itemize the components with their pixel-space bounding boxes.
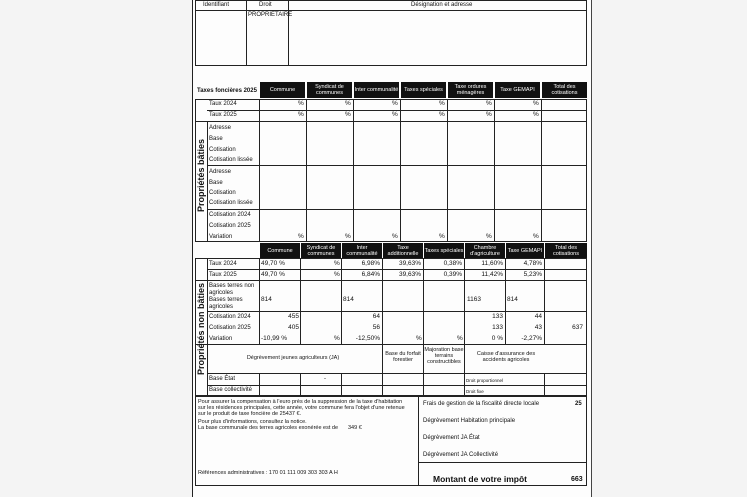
fnb-cot2025-agri: 133 — [492, 324, 503, 331]
fb-col-gemapi: Taxe GEMAPI — [495, 82, 540, 98]
pct: % — [392, 111, 398, 118]
fnb-taux2024-inter: 6,98% — [361, 260, 380, 267]
fnb-taux2025-commune: 49,70 % — [261, 271, 285, 278]
base-etat-label: Base État — [209, 376, 236, 382]
divider — [195, 10, 587, 11]
base-collectivite-label: Base collectivité — [209, 387, 253, 393]
majoration-label: Majoration base terrains constructibles — [424, 347, 464, 365]
fnb-taux2025-inter: 6,84% — [361, 271, 380, 278]
compensation-amount: 25437 €. — [279, 411, 302, 417]
montant-label: Montant de votre impôt — [433, 474, 527, 484]
fnb-taux2024-gemapi: 4,78% — [523, 260, 542, 267]
droit-header: Droit — [259, 2, 272, 8]
fb-cotisation-label: Cotisation — [209, 147, 236, 153]
base-forfait-label: Base du forfait forestier — [385, 351, 421, 363]
fnb-bases-commune: 814 — [261, 296, 272, 303]
fb-col-syndicat: Syndicat de communes — [307, 82, 352, 98]
frais-label: Frais de gestion de la fiscalité directe locale — [423, 401, 540, 407]
fnb-taux2025-spe: 0,39% — [443, 271, 462, 278]
fb-side-label: Propriétés bâties — [196, 138, 206, 212]
deg-ja-coll-label: Dégrèvement JA Collectivité — [423, 452, 499, 458]
pct: % — [439, 100, 445, 107]
fnb-col-inter: Inter communalité — [342, 243, 382, 258]
fnb-taux2024-agri: 11,60% — [481, 260, 503, 267]
pct: % — [416, 335, 422, 342]
pct: % — [533, 100, 539, 107]
fb-title: Taxes foncières 2025 — [197, 88, 257, 94]
fnb-col-total: Total des cotisations — [545, 243, 587, 258]
pct: % — [486, 111, 492, 118]
fnb-taux2025-agri: 11,42% — [481, 271, 503, 278]
fb-taux2025-label: Taux 2025 — [209, 112, 237, 118]
pct: % — [345, 111, 351, 118]
pct: % — [298, 111, 304, 118]
pct: % — [392, 233, 398, 240]
fnb-bases-label: Bases terres non agricoles — [209, 283, 255, 296]
fnb-variation-label: Variation — [209, 336, 233, 342]
pct: % — [345, 233, 351, 240]
fnb-cot2025-total: 637 — [572, 324, 583, 331]
fnb-col-add: Taxe additionnelle — [383, 243, 423, 258]
fnb-variation-gemapi: -2,27% — [521, 335, 542, 342]
pct: % — [457, 335, 463, 342]
fnb-variation-agri: 0 % — [491, 335, 503, 342]
pct: % — [486, 233, 492, 240]
designation-header: Désignation et adresse — [411, 2, 473, 8]
pct: % — [533, 233, 539, 240]
fnb-col-agri: Chambre d'agriculture — [465, 243, 505, 258]
tax-notice-sheet — [192, 0, 592, 497]
fnb-taux2025-add: 39,63% — [398, 271, 421, 278]
fb-base-label: Base — [209, 180, 223, 186]
fnb-taux2025-gemapi: 5,23% — [523, 271, 542, 278]
caisse-label: Caisse d'assurance des accidents agricoles — [476, 351, 536, 363]
fnb-side-label: Propriétés non bâties — [196, 282, 206, 375]
identifiant-header: Identifiant — [203, 2, 230, 8]
fnb-col-spe: Taxes spéciales — [424, 243, 464, 258]
fb-col-inter: Inter communalité — [354, 82, 399, 98]
fnb-taux2024-label: Taux 2024 — [209, 261, 237, 267]
base-text: La base communale des terres agricoles exonérée est de — [198, 425, 339, 431]
fb-adresse-label: Adresse — [209, 169, 232, 175]
fnb-bases-agri-label: Bases terres agricoles — [209, 297, 243, 310]
fb-cotisation-lissee-label: Cotisation lissée — [209, 200, 253, 206]
fnb-variation-commune: -10,99 % — [261, 335, 288, 342]
pct: % — [439, 111, 445, 118]
fb-cot2025-label: Cotisation 2025 — [209, 223, 251, 229]
pct: % — [334, 271, 340, 278]
fnb-taux2025-label: Taux 2025 — [209, 272, 237, 278]
pct: % — [486, 100, 492, 107]
fb-cotisation-lissee-label: Cotisation lissée — [209, 157, 253, 163]
fnb-cot2025-label: Cotisation 2025 — [209, 325, 251, 331]
fnb-cot2024-inter: 64 — [372, 313, 380, 320]
droit-value: PROPRIETAIRE — [248, 12, 293, 18]
fnb-col-commune: Commune — [260, 243, 300, 258]
fnb-cot2025-commune: 405 — [288, 324, 299, 331]
fnb-cot2024-commune: 455 — [288, 313, 299, 320]
base-amount: 349 € — [348, 425, 362, 431]
pct: % — [439, 233, 445, 240]
dash: - — [324, 376, 326, 382]
pct: % — [298, 233, 304, 240]
fnb-bases-gemapi: 814 — [507, 296, 518, 303]
fnb-bases-agri: 1163 — [467, 296, 481, 303]
fb-col-om: Taxe ordures ménagères — [448, 82, 493, 98]
fb-variation-label: Variation — [209, 234, 233, 240]
references: Références administratives : 170 01 111 009 303 303 A H — [198, 470, 338, 476]
fnb-cot2024-label: Cotisation 2024 — [209, 314, 251, 320]
fnb-col-gemapi: Taxe GEMAPI — [506, 243, 544, 258]
fnb-taux2024-spe: 0,38% — [443, 260, 462, 267]
droit-fixe-label: Droit fixe — [466, 389, 484, 394]
fnb-col-syndicat: Syndicat de communes — [301, 243, 341, 258]
droit-prop-label: Droit proportionnel — [466, 378, 504, 383]
pct: % — [345, 100, 351, 107]
info-text: Pour plus d'informations, consultez la notice. — [198, 419, 307, 425]
fb-cotisation-label: Cotisation — [209, 190, 236, 196]
fb-base-label: Base — [209, 136, 223, 142]
frais-value: 25 — [575, 401, 582, 407]
pct: % — [298, 100, 304, 107]
fb-taux2024-label: Taux 2024 — [209, 101, 237, 107]
fnb-bases-inter: 814 — [343, 296, 354, 303]
fb-col-total: Total des cotisations — [542, 82, 587, 98]
montant-value: 663 — [571, 476, 583, 483]
pct: % — [334, 335, 340, 342]
pct: % — [392, 100, 398, 107]
fnb-taux2024-commune: 49,70 % — [261, 260, 285, 267]
pct: % — [533, 111, 539, 118]
fb-adresse-label: Adresse — [209, 125, 232, 131]
fnb-cot2024-agri: 133 — [492, 313, 503, 320]
fnb-cot2025-inter: 56 — [372, 324, 380, 331]
fnb-cot2025-gemapi: 43 — [534, 324, 542, 331]
degrevement-ja-label: Dégrèvement jeunes agriculteurs (JA) — [246, 355, 340, 361]
deg-hab-label: Dégrèvement Habitation principale — [423, 418, 516, 424]
fnb-cot2024-gemapi: 44 — [534, 313, 542, 320]
fb-col-commune: Commune — [260, 82, 305, 98]
compensation-text: Pour assurer la compensation à l'euro près de la suppression de la taxe d'habitation sur les résidences principales, cette année, votre commune fera l'objet d'une retenue sur le produit de taxe foncière de 25437 €. — [198, 399, 405, 417]
fb-cot2024-label: Cotisation 2024 — [209, 212, 251, 218]
deg-ja-etat-label: Dégrèvement JA État — [423, 435, 480, 441]
fnb-variation-inter: -12,50% — [355, 335, 380, 342]
fnb-taux2024-add: 39,63% — [398, 260, 421, 267]
fb-col-speciales: Taxes spéciales — [401, 82, 446, 98]
pct: % — [334, 260, 340, 267]
